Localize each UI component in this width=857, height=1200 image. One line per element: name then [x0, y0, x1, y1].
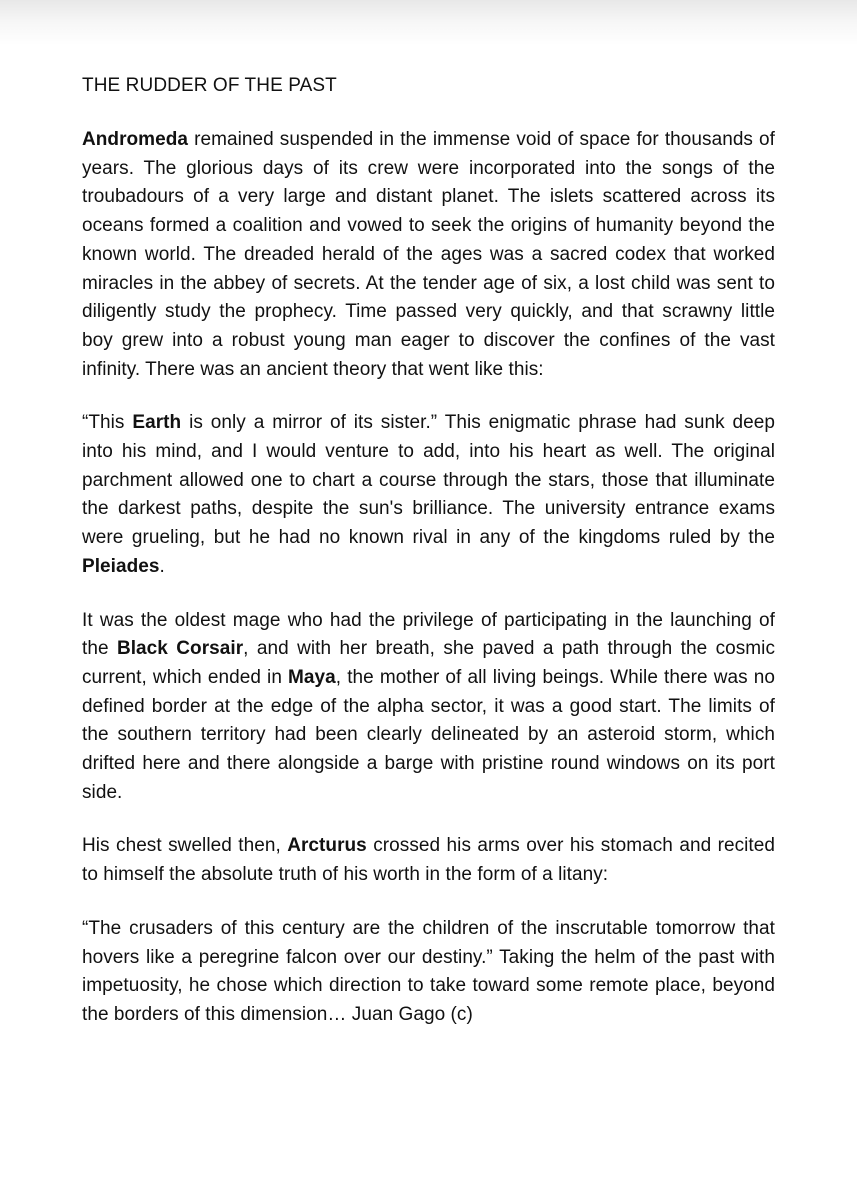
paragraph-text: remained suspended in the immense void of space for thousands of years. The glorious days of its crew were incorporated into the songs of the troubadours of a very large and distant planet. The islets scattered across its oceans formed a coalition and vowed to seek the origins of humanity beyond the known world. The dreaded herald of the ages was a sacred codex that worked miracles in the abbey of secrets. At the tender age of six, a lost child was sent to diligently study the prophecy. Time passed very quickly, and that scrawny little boy grew into a robust young man eager to discover the confines of the vast infinity. There was an ancient theory that went like this:: [82, 129, 775, 380]
paragraph-text: .: [159, 555, 165, 577]
paragraph-text: , the mother of all living beings. While there was no defined border at the edge of the alpha sector, it was a good start. The limits of the southern territory had been clearly delineated by an asteroid storm, which drifted here and there alongside a barge with pristine round windows on its port side.: [82, 666, 775, 803]
paragraph-text: “This: [82, 412, 133, 434]
bold-text: Andromeda: [82, 129, 189, 150]
paragraph-text: “The crusaders of this century are the children of the inscrutable tomorrow that hovers like a peregrine falcon over our destiny.” Taking the helm of the past with impetuosity, he chose which direction to take toward some remote place, beyond the borders of this dimension… Juan Gago (c): [82, 917, 775, 1025]
bold-text: Arcturus: [287, 835, 367, 857]
top-shadow: [0, 0, 857, 46]
paragraph-4: [82, 832, 775, 889]
paragraph-3: [82, 607, 775, 808]
bold-text: Earth: [132, 412, 182, 434]
paragraph-text: is only a mirror of its sister.” This enigmatic phrase had sunk deep into his mind, and I would venture to add, into his heart as well. The original parchment allowed one to chart a course through the stars, those that illuminate the darkest paths, despite the sun's brilliance. The university entrance exams were grueling, but he had no known rival in any of the kingdoms ruled by the: [82, 412, 775, 549]
bold-text: Black Corsair: [116, 638, 244, 660]
paragraph-2: [82, 409, 775, 581]
paragraph-text: crossed his arms over his stomach and recited to himself the absolute truth of his worth in the form of a litany:: [82, 835, 775, 886]
document-body: [82, 70, 775, 1030]
paragraph-text: It was the oldest mage who had the privilege of participating in the launching of the: [82, 609, 775, 660]
document-title: THE RUDDER OF THE PAST: [82, 75, 337, 96]
bold-text: Pleiades: [82, 555, 160, 577]
paragraph-text: His chest swelled then,: [82, 835, 288, 857]
paragraph-text: , and with her breath, she paved a path through the cosmic current, which ended in: [82, 638, 775, 688]
paragraph-5: [82, 915, 775, 1030]
bold-text: Maya: [288, 666, 336, 688]
paragraph-1: [82, 126, 775, 384]
